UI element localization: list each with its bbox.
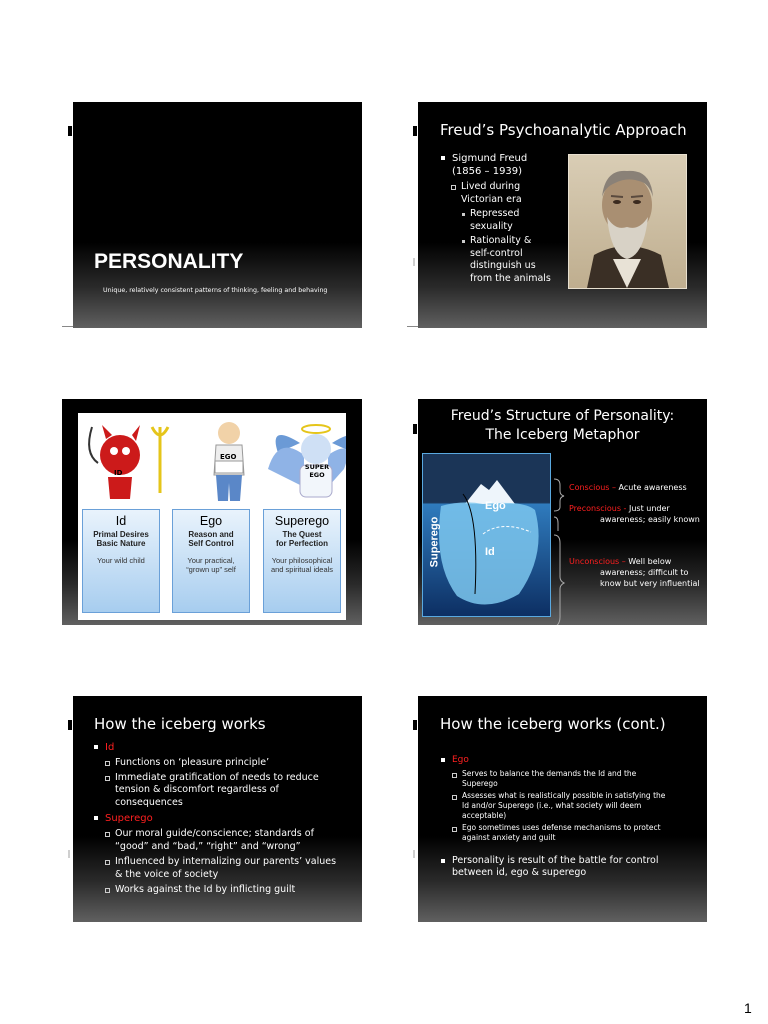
bullet-rationality: Rationality & self-control distinguish us from the animals — [461, 235, 580, 285]
bullet-victorian: Lived during Victorian era Repressed sexuality Rationality & self-control distinguish us from the animals — [451, 181, 580, 285]
slide-marker — [68, 720, 72, 730]
slide-id-ego-superego — [62, 399, 362, 625]
slide-marker — [68, 126, 72, 136]
freud-portrait-image — [568, 154, 687, 289]
brace-lines — [552, 477, 572, 625]
id-figure-label: ID — [114, 469, 123, 477]
slide-edge-line — [62, 326, 73, 327]
card-ego: Ego Reason and Self Control Your practical, “grown up” self — [172, 509, 250, 613]
ego-region-label: Ego — [485, 500, 506, 512]
superego-region-label: Superego — [428, 516, 441, 568]
slide-title: Freud’s Structure of Personality: The Iceberg Metaphor — [450, 408, 675, 443]
freud-portrait-icon — [569, 155, 686, 288]
preconscious-annotation: Preconscious - Just under awareness; easily known — [569, 504, 700, 524]
slide-title: How the iceberg works (cont.) — [440, 715, 666, 733]
slide-marker — [68, 850, 70, 858]
id-region-label: Id — [485, 546, 495, 558]
slide-edge-line — [407, 326, 418, 327]
slide-title: How the iceberg works — [94, 715, 266, 733]
bullet-freud: Sigmund Freud (1856 – 1939) Lived during Victorian era Repressed sexuality Rationality & self-control distinguish us from the animals — [440, 152, 580, 285]
slide-title: Freud’s Psychoanalytic Approach — [440, 121, 687, 139]
bullet-ego: Ego — [440, 754, 702, 767]
conscious-annotation: Conscious – Acute awareness — [569, 483, 687, 492]
slide-subtitle: Unique, relatively consistent patterns of thinking, feeling and behaving — [103, 287, 328, 294]
unconscious-annotation: Unconscious – Well below awareness; difficult to know but very influential — [569, 557, 700, 588]
person-ego-icon — [214, 422, 244, 501]
bullet-assesses: Assesses what is realistically possible in satisfying the Id and/or Superego (i.e., what society will deem acceptable) — [452, 791, 702, 821]
iceberg-image — [422, 453, 551, 617]
slide-marker — [413, 720, 417, 730]
angel-superego-icon — [268, 425, 346, 497]
bullet-internalizing: Influenced by internalizing our parents’ values & the voice of society — [105, 856, 353, 881]
bullet-superego: Superego — [93, 812, 353, 825]
slide-marker — [413, 850, 415, 858]
superego-figure-label: SUPER EGO — [304, 463, 330, 479]
bullet-pleasure: Functions on ‘pleasure principle’ — [105, 757, 353, 770]
slide-freud-approach — [418, 102, 707, 328]
bullet-repressed: Repressed sexuality — [461, 208, 580, 233]
characters-illustration — [78, 413, 346, 505]
bullet-moral: Our moral guide/conscience; standards of “good” and “bad,” “right” and “wrong” — [105, 828, 353, 853]
slide-iceberg-works-cont — [418, 696, 707, 922]
bullet-gratification: Immediate gratification of needs to reduce tension & discomfort regardless of consequences — [105, 772, 353, 810]
card-superego: Superego The Quest for Perfection Your philosophical and spiritual ideals — [263, 509, 341, 613]
devil-id-icon — [89, 425, 168, 499]
card-id: Id Primal Desires Basic Nature Your wild child — [82, 509, 160, 613]
iceberg-icon — [423, 454, 550, 616]
bullet-defense: Ego sometimes uses defense mechanisms to protect against anxiety and guilt — [452, 823, 702, 843]
bullet-balance: Serves to balance the demands the Id and the Superego — [452, 769, 702, 789]
slide-iceberg-works — [73, 696, 362, 922]
ego-figure-label: EGO — [220, 453, 237, 461]
bullet-battle: Personality is result of the battle for control between id, ego & superego — [440, 855, 702, 879]
page-number: 1 — [744, 1000, 752, 1016]
slide-marker — [413, 424, 417, 434]
bullet-id: Id — [93, 741, 353, 754]
slide-iceberg-metaphor — [418, 399, 707, 625]
slide-title: PERSONALITY — [94, 250, 244, 273]
slide-marker — [413, 126, 417, 136]
slide-personality — [73, 102, 362, 328]
slide-marker — [413, 258, 415, 266]
bullet-guilt: Works against the Id by inflicting guilt — [105, 884, 353, 897]
